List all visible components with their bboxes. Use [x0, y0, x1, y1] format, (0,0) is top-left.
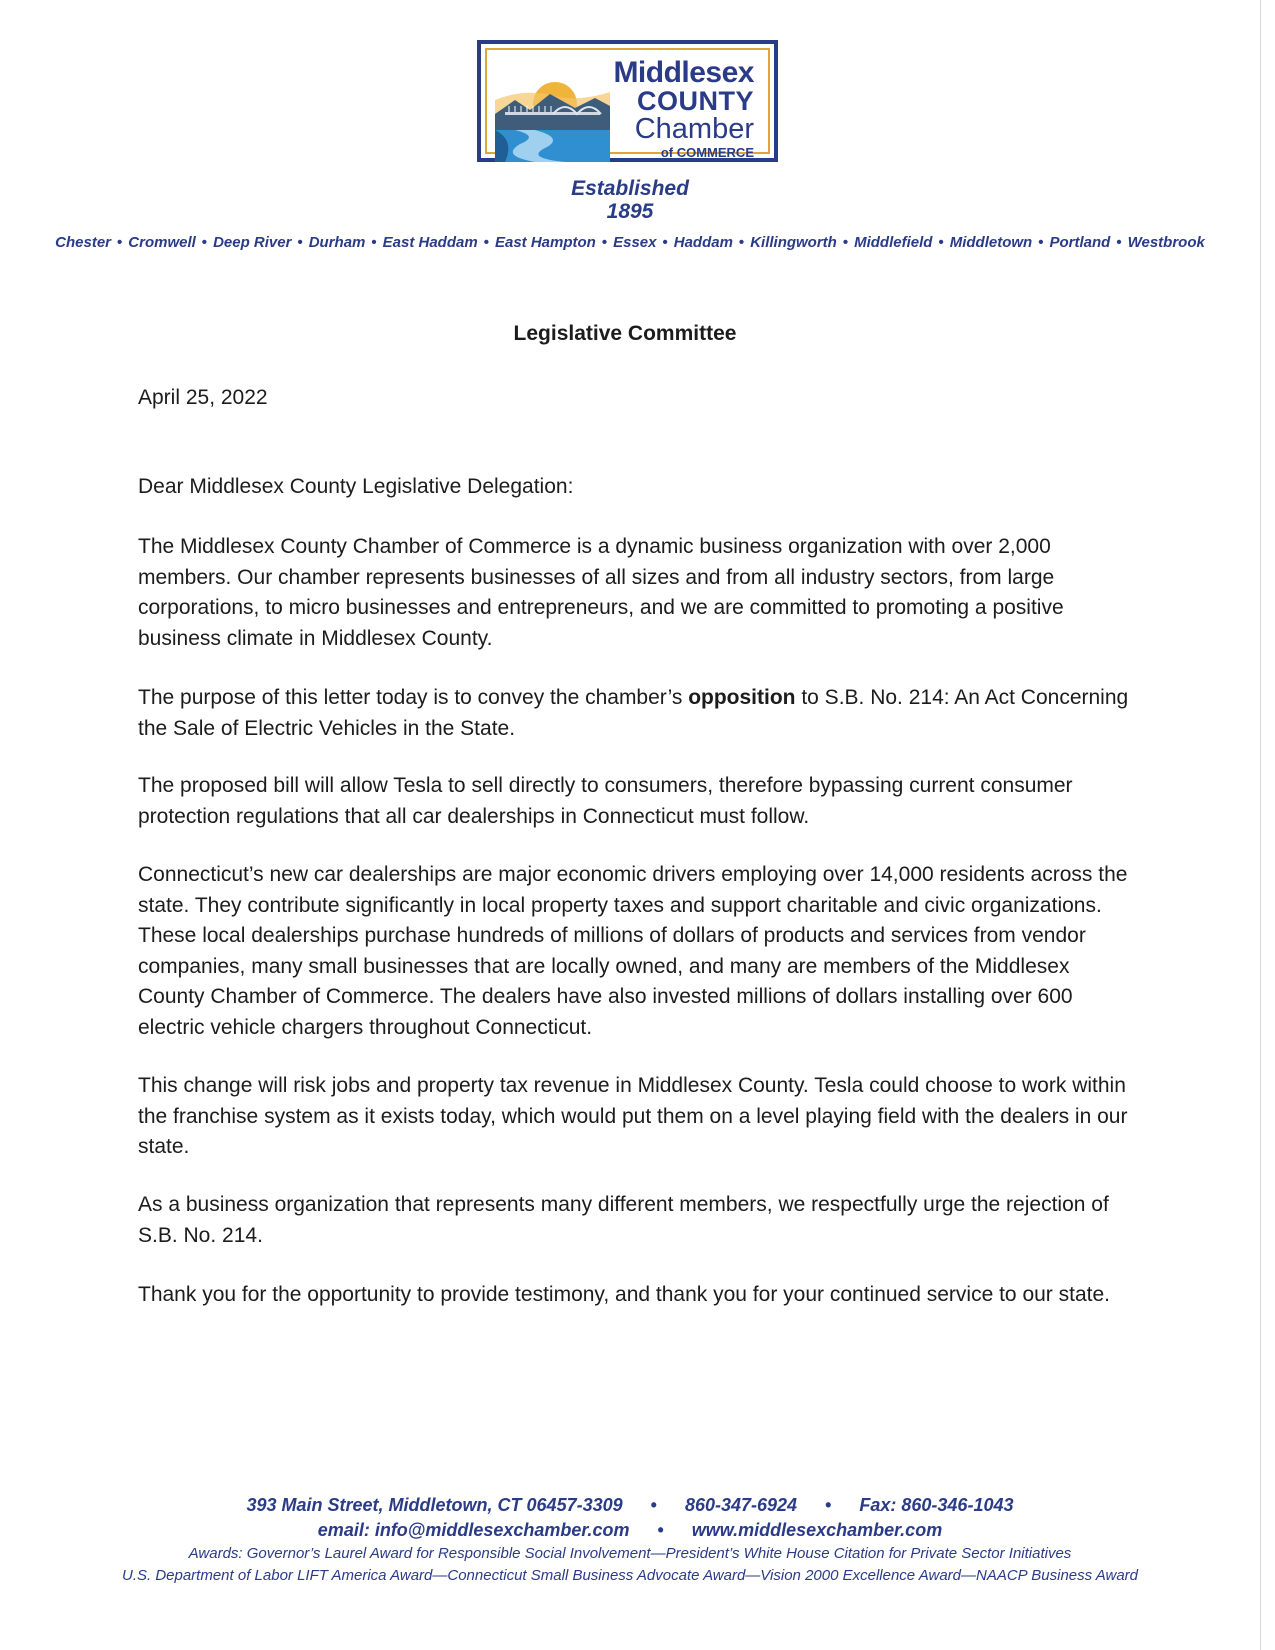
town: East Hampton	[494, 234, 596, 251]
chamber-logo	[477, 40, 778, 162]
town: Middlefield	[854, 234, 933, 251]
paragraph-bill	[138, 771, 1138, 832]
town: Westbrook	[1127, 234, 1205, 251]
footer-address: 393 Main Street, Middletown, CT 06457-3309	[246, 1495, 623, 1515]
letter-date: April 25, 2022	[138, 386, 268, 409]
town: Haddam	[673, 234, 733, 251]
bullet-separator: •	[1038, 234, 1044, 251]
bullet-separator: •	[601, 234, 608, 251]
bullet-separator: •	[201, 234, 208, 251]
logo-line-3: Chamber	[634, 113, 754, 145]
paragraph-text	[138, 683, 1138, 744]
town: Deep River	[213, 234, 292, 251]
bullet-separator: •	[1116, 234, 1122, 251]
town: Portland	[1049, 234, 1111, 251]
bullet-separator: •	[662, 234, 668, 251]
paragraph-purpose	[138, 683, 1138, 744]
logo-inner-border	[485, 48, 770, 160]
logo-wordmark	[613, 58, 754, 159]
footer-email[interactable]: email: info@middlesexchamber.com	[317, 1520, 630, 1540]
paragraph-text: Thank you for the opportunity to provide testimony, and thank you for your continued service to our state.	[138, 1283, 1110, 1306]
footer-awards-2: U.S. Department of Labor LIFT America Award—Connecticut Small Business Advocate Award—Vision 2000 Excellence Award—NAACP Business Award	[121, 1567, 1139, 1584]
river-bridge-logo-icon	[495, 70, 610, 162]
paragraph-dealerships	[138, 860, 1138, 1043]
page-edge	[1260, 0, 1261, 1650]
bullet-separator: •	[825, 1495, 832, 1515]
paragraph-thanks	[138, 1280, 1138, 1311]
bullet-separator: •	[657, 1520, 664, 1540]
footer-phone: 860-347-6924	[684, 1495, 798, 1515]
paragraph-text: This change will risk jobs and property tax revenue in Middlesex County. Tesla could choose to work within the franchise system as it exists today, which would put them on a level playing field with the dealers in our state.	[138, 1074, 1128, 1158]
paragraph-text: Connecticut’s new car dealerships are major economic drivers employing over 14,000 residents across the state. They contribute significantly in local property taxes and support charitable and civic organizations. These local dealerships purchase hundreds of millions of dollars of products and services from vendor companies, many small businesses that are locally owned, and many are members of the Middlesex County Chamber of Commerce. The dealers have also invested millions of dollars installing over 600 electric vehicle chargers throughout Connecticut.	[138, 863, 1128, 1039]
bullet-separator: •	[938, 234, 944, 251]
bullet-separator: •	[117, 234, 123, 251]
town: Killingworth	[750, 234, 837, 251]
town: Durham	[308, 234, 366, 251]
town: Middletown	[949, 234, 1033, 251]
bullet-separator: •	[842, 234, 849, 251]
town: East Haddam	[382, 234, 478, 251]
footer-contact-line	[0, 1495, 1260, 1516]
footer-awards-1: Awards: Governor’s Laurel Award for Responsible Social Involvement—President’s White House Citation for Private Sector Initiatives	[188, 1545, 1072, 1562]
text-run: The purpose of this letter today is to convey the chamber’s	[138, 686, 689, 709]
town: Cromwell	[128, 234, 196, 251]
town: Chester	[55, 234, 112, 251]
logo-line-1: Middlesex	[613, 56, 754, 89]
paragraph-text: The proposed bill will allow Tesla to sell directly to consumers, therefore bypassing current consumer protection regulations that all car dealerships in Connecticut must follow.	[138, 774, 1073, 828]
paragraph-risk	[138, 1071, 1138, 1163]
bullet-separator: •	[483, 234, 489, 251]
text-run: to S.B. No. 214: An Act Concerning the Sale of Electric Vehicles in the State.	[138, 686, 1129, 740]
logo-line-2: COUNTY	[637, 86, 754, 116]
paragraph-text: As a business organization that represents many different members, we respectfully urge the rejection of S.B. No. 214.	[138, 1193, 1109, 1247]
bullet-separator: •	[650, 1495, 657, 1515]
logo-line-4: of COMMERCE	[660, 145, 754, 160]
paragraph-intro	[138, 532, 1138, 654]
paragraph-text: The Middlesex County Chamber of Commerce is a dynamic business organization with over 2,000 members. Our chamber represents businesses of all sizes and from all industry sectors, from large corporations, to micro businesses and entrepreneurs, and we are committed to promoting a positive business climate in Middlesex County.	[138, 535, 1064, 650]
bullet-separator: •	[297, 234, 303, 251]
bullet-separator: •	[371, 234, 377, 251]
footer-web-line	[0, 1520, 1260, 1541]
committee-heading: Legislative Committee	[513, 322, 737, 345]
paragraph-urge	[138, 1190, 1138, 1251]
established-year: 1895	[606, 200, 654, 223]
town: Essex	[613, 234, 657, 251]
footer-website[interactable]: www.middlesexchamber.com	[691, 1520, 943, 1540]
emphasis-opposition: opposition	[688, 686, 796, 709]
salutation: Dear Middlesex County Legislative Delegation:	[138, 475, 574, 498]
bullet-separator: •	[738, 234, 745, 251]
footer-fax: Fax: 860-346-1043	[859, 1495, 1014, 1515]
towns-list	[30, 234, 1230, 251]
established-label: Established	[571, 177, 689, 200]
